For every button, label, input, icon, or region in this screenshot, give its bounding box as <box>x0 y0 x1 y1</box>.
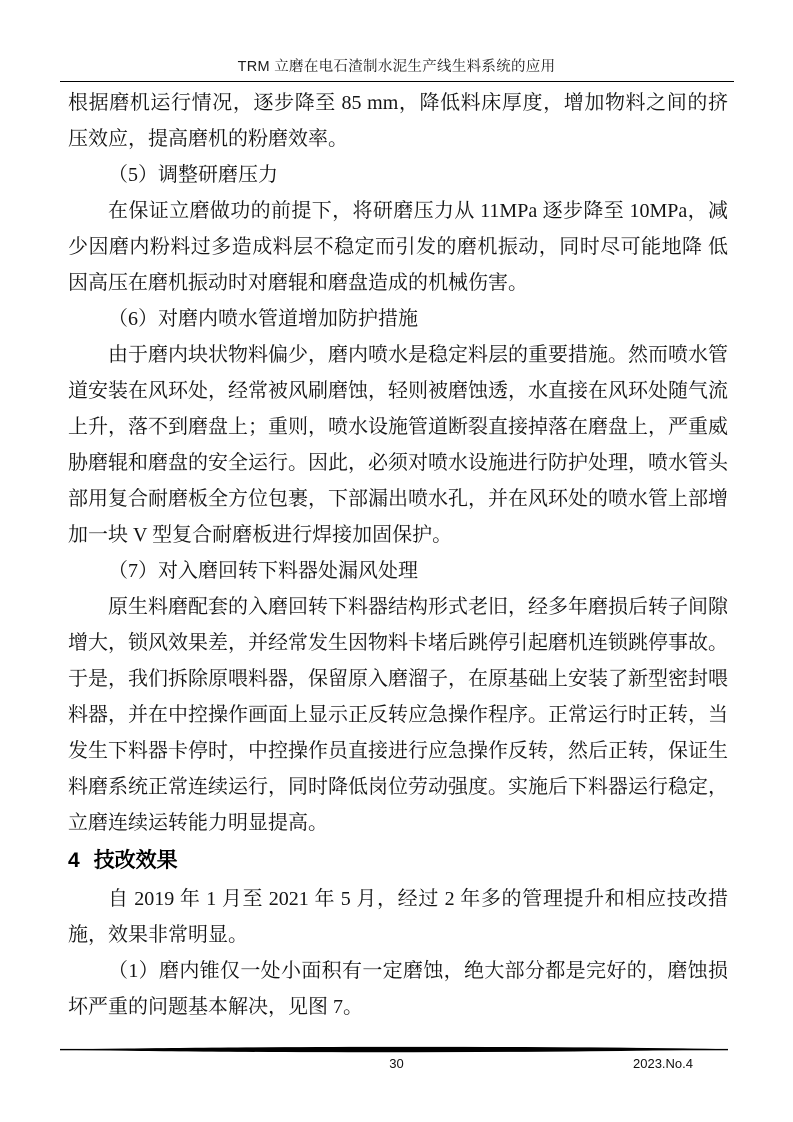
section-heading <box>68 843 728 879</box>
section-title: 技改效果 <box>93 848 178 872</box>
paragraph-grinding-pressure: 在保证立磨做功的前提下，将研磨压力从 11MPa 逐步降至 10MPa，减少因磨内粉料过多造成料层不稳定而引发的磨机振动，同时尽可能地降 低因高压在磨机振动时对磨辊和磨盘造成的机械伤害。 <box>68 199 728 294</box>
paragraph-continuation: 根据磨机运行情况，逐步降至 85 mm，降低料床厚度，增加物料之间的挤压效应，提高磨机的粉磨效率。 <box>68 91 728 150</box>
document-body <box>0 85 793 1025</box>
header-rule <box>60 81 734 82</box>
subheading-item-5: （5）调整研磨压力 <box>108 163 278 186</box>
page-number: 30 <box>389 1056 404 1071</box>
paragraph-results-intro: 自 2019 年 1 月至 2021 年 5 月，经过 2 年多的管理提升和相应技改措施，效果非常明显。 <box>68 887 728 946</box>
running-title: TRM 立磨在电石渣制水泥生产线生料系统的应用 <box>237 59 556 75</box>
page-footer <box>0 1056 793 1074</box>
paragraph-result-1: （1）磨内锥仅一处小面积有一定磨蚀，绝大部分都是完好的，磨蚀损坏严重的问题基本解决，见图 7。 <box>68 959 728 1018</box>
footer-rule <box>60 1045 728 1055</box>
issue-label: 2023.No.4 <box>633 1056 693 1071</box>
subheading-item-6: （6）对磨内喷水管道增加防护措施 <box>108 307 418 330</box>
paragraph-rotary-feeder: 原生料磨配套的入磨回转下料器结构形式老旧，经多年磨损后转子间隙增大，锁风效果差，并经常发生因物料卡堵后跳停引起磨机连锁跳停事故。于是，我们拆除原喂料器，保留原入磨溜子，在原基础上安装了新型密封喂料器，并在中控操作画面上显示正反转应急操作程序。正常运行时正转，当发生下料器卡停时，中控操作员直接进行应急操作反转，然后正转，保证生料磨系统正常连续运行，同时降低岗位劳动强度。实施后下料器运行稳定，立磨连续运转能力明显提高。 <box>68 595 728 834</box>
section-number: 4 <box>68 848 80 872</box>
paragraph-water-spray-protection: 由于磨内块状物料偏少，磨内喷水是稳定料层的重要措施。然而喷水管道安装在风环处，经常被风刷磨蚀，轻则被磨蚀透，水直接在风环处随气流上升，落不到磨盘上；重则，喷水设施管道断裂直接掉落在磨盘上，严重威胁磨辊和磨盘的安全运行。因此，必须对喷水设施进行防护处理，喷水管头部用复合耐磨板全方位包裹，下部漏出喷水孔，并在风环处的喷水管上部增加一块 V 型复合耐磨板进行焊接加固保护。 <box>68 343 728 546</box>
page-header <box>0 0 793 82</box>
subheading-item-7: （7）对入磨回转下料器处漏风处理 <box>108 559 418 582</box>
